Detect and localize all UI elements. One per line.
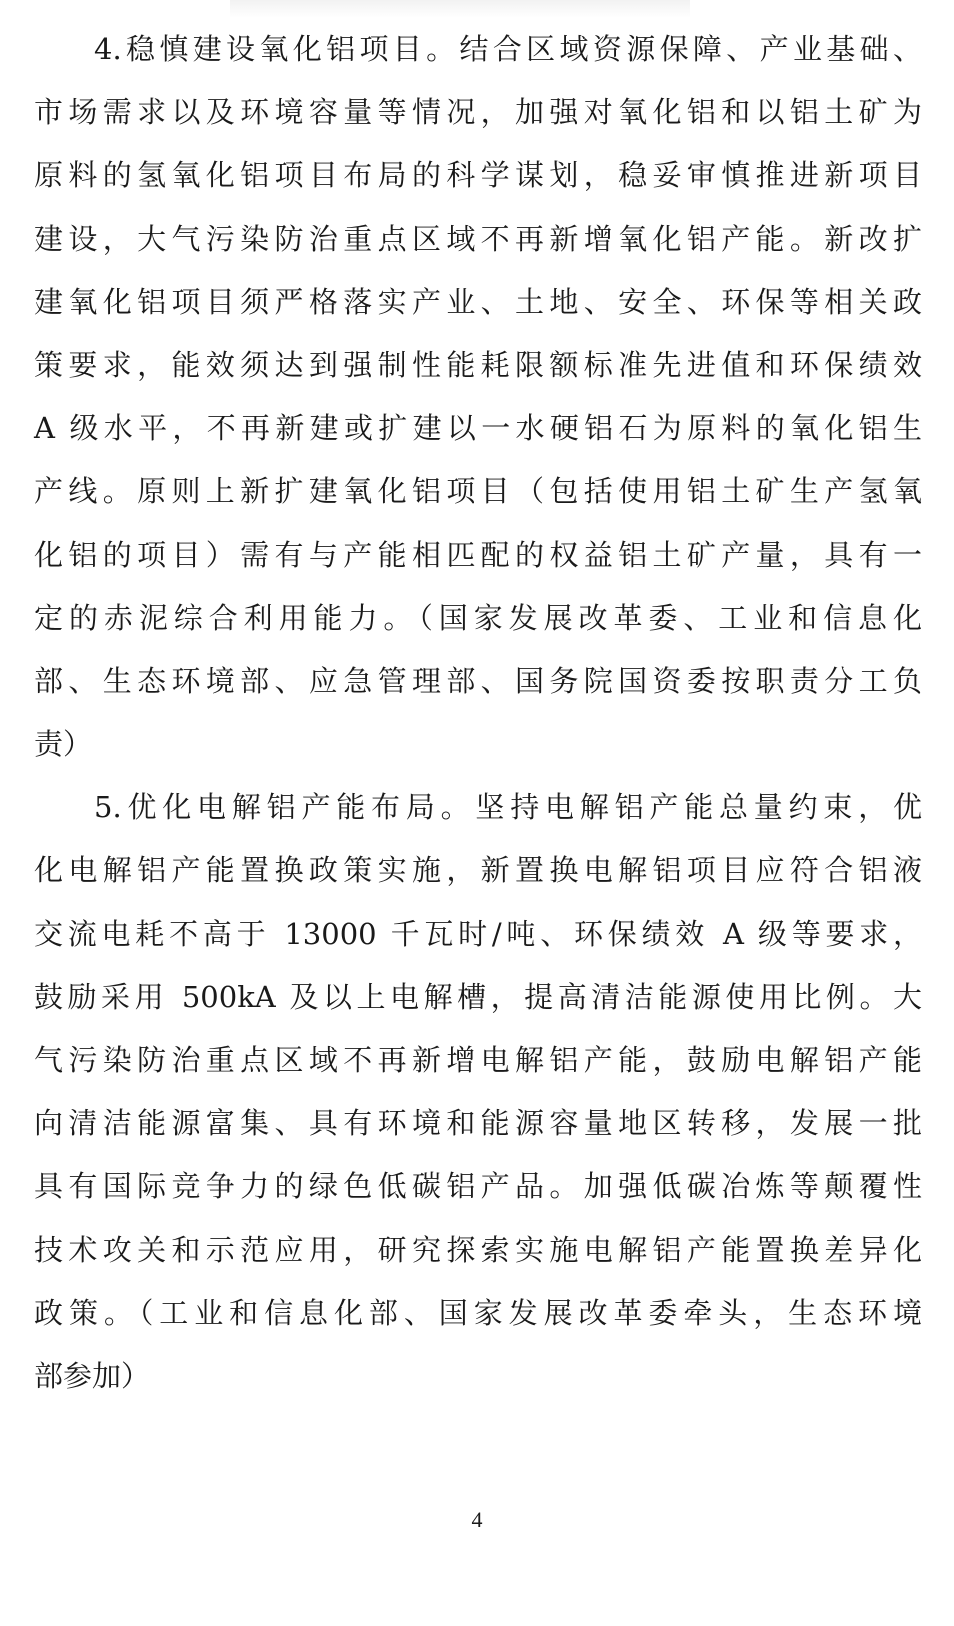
text-line: 鼓励采用 500kA 及以上电解槽，提高清洁能源使用比例。大 <box>34 979 922 1014</box>
text-line: 部参加） <box>34 1358 151 1393</box>
text-line: 策要求，能效须达到强制性能耗限额标准先进值和环保绩效 <box>34 347 922 382</box>
text-line: 化电解铝产能置换政策实施，新置换电解铝项目应符合铝液 <box>34 853 922 888</box>
text-line: 5.优化电解铝产能布局。坚持电解铝产能总量约束，优 <box>94 790 922 825</box>
scan-artifact <box>230 0 690 18</box>
text-line: 化铝的项目）需有与产能相匹配的权益铝土矿产量，具有一 <box>34 537 922 572</box>
paragraph-item-5 <box>34 776 922 1408</box>
text-line: 建氧化铝项目须严格落实产业、土地、安全、环保等相关政 <box>34 284 922 319</box>
paragraph-item-4 <box>34 18 922 776</box>
text-line: A 级水平，不再新建或扩建以一水硬铝石为原料的氧化铝生 <box>34 411 922 446</box>
text-line: 气污染防治重点区域不再新增电解铝产能，鼓励电解铝产能 <box>34 1043 922 1077</box>
text-line: 部、生态环境部、应急管理部、国务院国资委按职责分工负 <box>34 663 922 698</box>
page-number: 4 <box>471 1507 483 1532</box>
text-line: 定的赤泥综合利用能力。（国家发展改革委、工业和信息化 <box>34 600 922 635</box>
text-line: 具有国际竞争力的绿色低碳铝产品。加强低碳冶炼等颠覆性 <box>34 1169 922 1204</box>
text-line: 建设，大气污染防治重点区域不再新增氧化铝产能。新改扩 <box>34 221 922 256</box>
text-line: 市场需求以及环境容量等情况，加强对氧化铝和以铝土矿为 <box>34 95 922 130</box>
text-line: 向清洁能源富集、具有环境和能源容量地区转移，发展一批 <box>34 1106 922 1141</box>
text-line: 产线。原则上新扩建氧化铝项目（包括使用铝土矿生产氢氧 <box>34 474 922 509</box>
text-line: 4.稳慎建设氧化铝项目。结合区域资源保障、产业基础、 <box>94 32 922 66</box>
text-line: 原料的氢氧化铝项目布局的科学谋划，稳妥审慎推进新项目 <box>34 158 922 193</box>
text-line: 政策。（工业和信息化部、国家发展改革委牵头，生态环境 <box>34 1295 922 1330</box>
text-line: 交流电耗不高于 13000 千瓦时/吨、环保绩效 A 级等要求， <box>34 916 922 951</box>
text-line: 责） <box>34 727 93 762</box>
text-line: 技术攻关和示范应用，研究探索实施电解铝产能置换差异化 <box>34 1232 922 1267</box>
document-body <box>34 18 922 1408</box>
